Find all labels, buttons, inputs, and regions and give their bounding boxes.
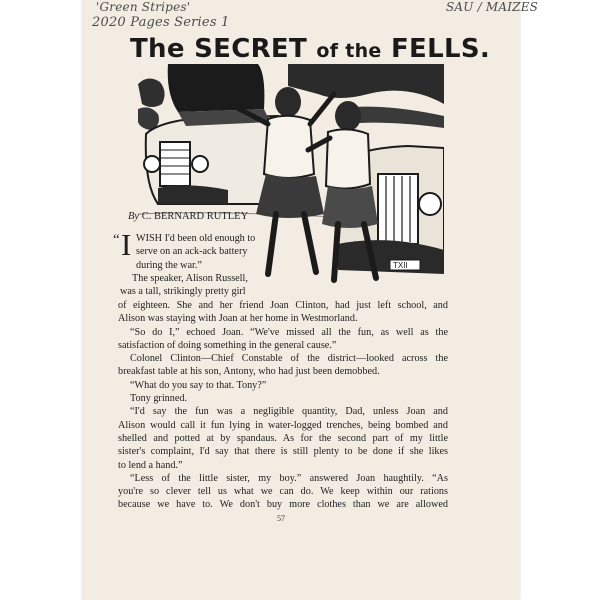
p2-line-2: satisfaction of doing something in the general cause.” bbox=[118, 339, 337, 351]
title-period: . bbox=[479, 34, 491, 64]
p7-line-1: “Less of the little sister, my boy.” answered Joan haughtily. “As bbox=[130, 472, 448, 484]
opening-column bbox=[120, 227, 300, 298]
p6-line-5: to lend a hand.” bbox=[118, 459, 183, 471]
p6-line-3: shelled and potted at by spandaus. As for the second part of my little bbox=[118, 432, 448, 444]
story-body bbox=[118, 299, 448, 512]
p3-line-2: breakfast table at his son, Antony, who had just been demobbed. bbox=[118, 366, 380, 378]
col-line-3: during the war.” bbox=[136, 259, 202, 271]
title-word-the: The bbox=[130, 34, 185, 64]
p2-line-1: “So do I,” echoed Joan. “We've missed all the fun, as well as the bbox=[130, 326, 448, 338]
p7-line-3: because we have to. We don't buy more clothes than we are allowed bbox=[118, 499, 448, 511]
p1-line-2: Alison was staying with Joan at her home in Westmorland. bbox=[118, 313, 358, 325]
p4-line: “What do you say to that. Tony?” bbox=[130, 379, 267, 391]
opening-quote-mark: “ bbox=[113, 232, 120, 248]
handwritten-note-series: 'Green Stripes' bbox=[96, 0, 191, 14]
story-title bbox=[130, 34, 491, 64]
p5-line: Tony grinned. bbox=[130, 393, 188, 405]
page-number: 57 bbox=[277, 514, 285, 523]
handwritten-corner-note: SAU / MAIZES bbox=[446, 0, 539, 14]
byline-by: By bbox=[128, 211, 140, 222]
col-line-1: WISH I'd been old enough to bbox=[136, 233, 256, 244]
drop-cap: I bbox=[121, 227, 132, 262]
p1-line-1: of eighteen. She and her friend Joan Clinton, had just left school, and bbox=[118, 300, 448, 311]
handwritten-note-pages: 2020 Pages Series 1 bbox=[92, 15, 230, 30]
title-word-of-the: of the bbox=[316, 40, 382, 62]
p6-line-1: “I'd say the fun was a negligible quantity, Dad, unless Joan and bbox=[130, 406, 448, 418]
byline-author: C. BERNARD RUTLEY bbox=[141, 211, 249, 222]
title-word-fells: FELLS bbox=[390, 34, 480, 64]
col-line-4: The speaker, Alison Russell, bbox=[132, 272, 248, 284]
number-plate-label: TXII bbox=[393, 261, 408, 270]
p6-line-2: Alison would call it fun lying in water-logged trenches, being bombed and bbox=[118, 419, 448, 431]
col-line-2: serve on an ack-ack battery bbox=[136, 246, 248, 258]
p7-line-2: you're so clever tell us what we can do. We keep within our rations bbox=[118, 486, 448, 498]
p6-line-4: sister's complaint, I'd say that there is still plenty to be done if she likes bbox=[118, 446, 448, 458]
p3-line-1: Colonel Clinton—Chief Constable of the district—looked across the bbox=[130, 353, 448, 365]
title-word-secret: SECRET bbox=[194, 34, 308, 64]
byline bbox=[128, 211, 248, 222]
col-line-5: was a tall, strikingly pretty girl bbox=[120, 286, 246, 298]
